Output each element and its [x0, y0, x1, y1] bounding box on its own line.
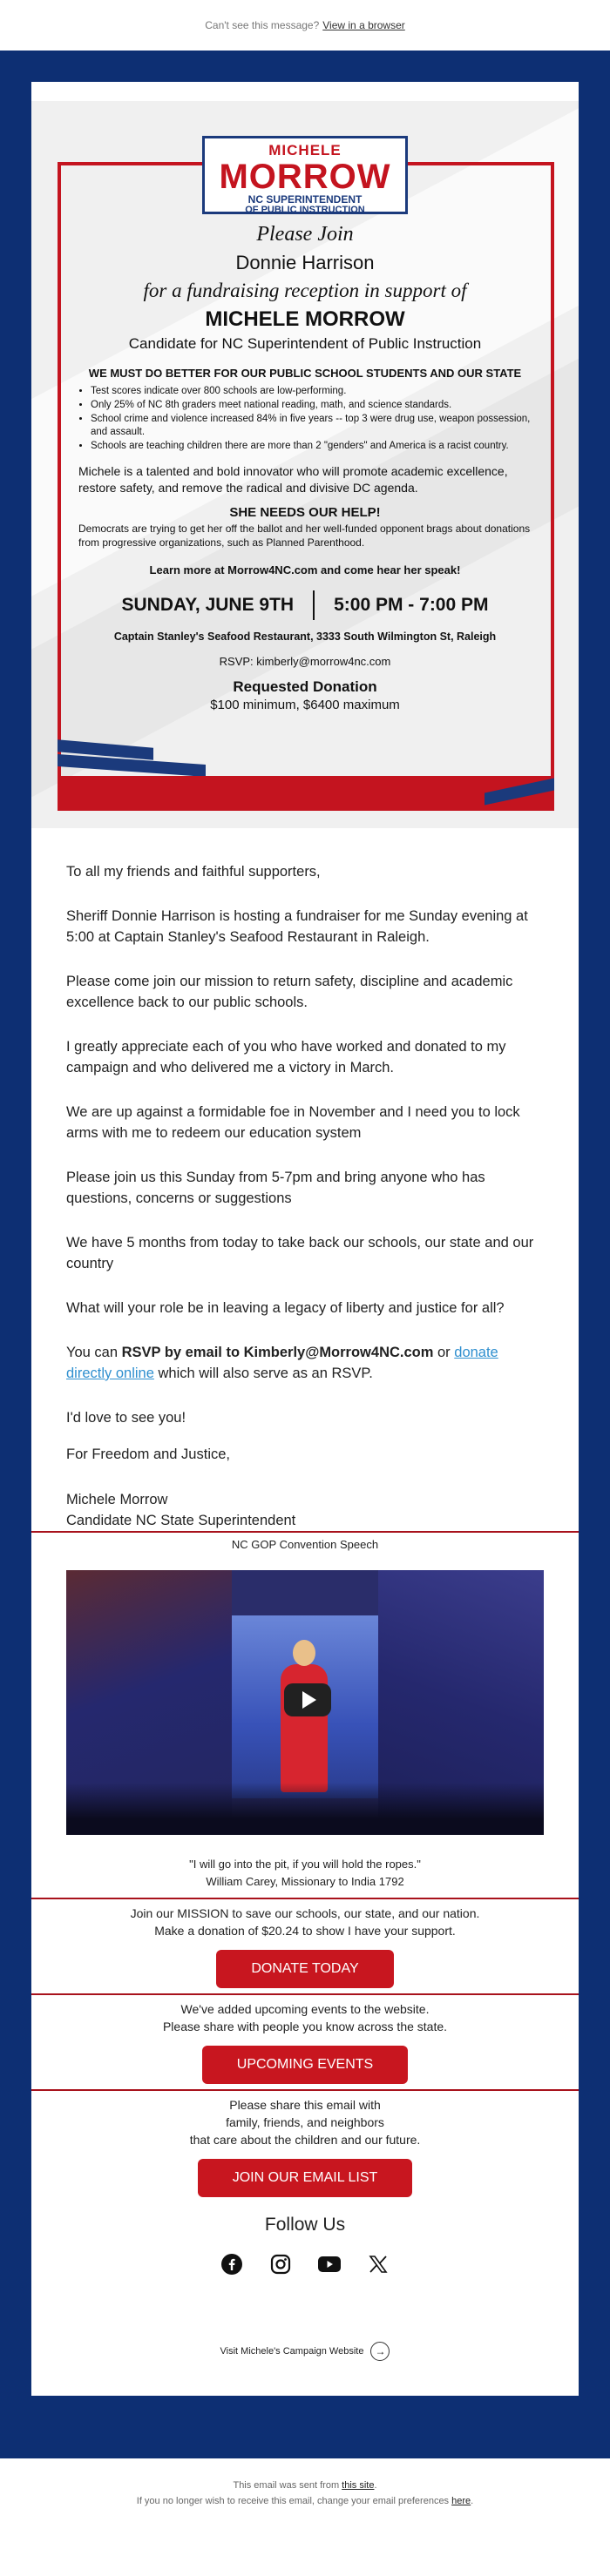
- host-name: Donnie Harrison: [235, 252, 375, 273]
- requested-donation-amount: $100 minimum, $6400 maximum: [210, 698, 400, 712]
- rsvp-paragraph: You can RSVP by email to Kimberly@Morrow4NC.com or donate directly online which will also serve as an RSVP.: [66, 1345, 498, 1381]
- email-frame: [0, 51, 610, 2458]
- footer-sent: This email was sent from this site.: [233, 2480, 377, 2491]
- divider: [313, 590, 315, 620]
- candidate-title: Candidate for NC Superintendent of Public Instruction: [128, 335, 482, 352]
- must-do-heading: WE MUST DO BETTER FOR OUR PUBLIC SCHOOL STUDENTS AND OUR STATE: [88, 367, 522, 380]
- requested-donation-title: Requested Donation: [233, 678, 377, 695]
- letter-paragraph: I greatly appreciate each of you who have worked and donated to my campaign and who delivered me a victory in March.: [66, 1039, 506, 1076]
- list-item: • School crime and violence increased 84% in five years -- top 3 were drug use, weapon possession, and assault.: [91, 413, 533, 439]
- letter-paragraph: What will your role be in leaving a legacy of liberty and justice for all?: [66, 1300, 505, 1316]
- event-date: SUNDAY, JUNE 9TH: [121, 595, 295, 615]
- closing: For Freedom and Justice,: [66, 1446, 230, 1462]
- video-caption: NC GOP Convention Speech: [231, 1538, 379, 1551]
- flyer-content: [59, 223, 551, 712]
- share-section: Please share this email with family, friends, and neighbors that care about the children and our future.: [189, 2098, 421, 2147]
- event-flyer: [31, 101, 579, 828]
- quote-text: "I will go into the pit, if you will hold the ropes.": [189, 1858, 421, 1871]
- needs-help-heading: SHE NEEDS OUR HELP!: [229, 505, 381, 520]
- visit-website-link[interactable]: Visit Michele's Campaign Website →: [31, 2342, 579, 2361]
- letter-paragraph: Please come join our mission to return safety, discipline and academic excellence back to our public schools.: [66, 974, 513, 1010]
- signature-title: Candidate NC State Superintendent: [66, 1513, 296, 1528]
- letter-paragraph: Sheriff Donnie Harrison is hosting a fundraiser for me Sunday evening at 5:00 at Captain Stanley's Seafood Restaurant in Raleigh.: [66, 908, 528, 945]
- this-site-link[interactable]: this site: [342, 2480, 375, 2491]
- candidate-description: Michele is a talented and bold innovator who will promote academic excellence, restore safety, and remove the radical and divisive DC agenda.: [78, 464, 508, 495]
- email-card: [31, 82, 579, 2396]
- letter-paragraph: Please join us this Sunday from 5-7pm and bring anyone who has questions, concerns or suggestions: [66, 1170, 485, 1206]
- event-venue: Captain Stanley's Seafood Restaurant, 3333 South Wilmington St, Raleigh: [113, 631, 497, 643]
- view-in-browser-link[interactable]: View in a browser: [322, 19, 405, 31]
- list-item: • Only 25% of NC 8th graders meet national reading, math, and science standards.: [91, 399, 533, 412]
- learn-more-text: Learn more at Morrow4NC.com and come hear her speak!: [149, 563, 461, 577]
- letter-paragraph: We are up against a formidable foe in November and I need you to lock arms with me to redeem our education system: [66, 1104, 520, 1141]
- signature: [66, 1489, 544, 1531]
- list-item: • Test scores indicate over 800 schools are low-performing.: [91, 385, 533, 398]
- event-datetime: [59, 590, 551, 620]
- social-links: [31, 2253, 579, 2276]
- donate-section: Join our MISSION to save our schools, our state, and our nation. Make a donation of $20.24 to show I have your support.: [130, 1906, 480, 1938]
- events-section: We've added upcoming events to the website. Please share with people you know across the state.: [162, 2002, 448, 2033]
- join-email-list-button[interactable]: JOIN OUR EMAIL LIST: [198, 2159, 412, 2197]
- instagram-icon[interactable]: [269, 2253, 292, 2276]
- letter-paragraph: We have 5 months from today to take back our schools, our state and our country: [66, 1235, 534, 1271]
- please-join: Please Join: [256, 223, 354, 246]
- footer-unsubscribe: If you no longer wish to receive this email, change your email preferences here.: [136, 2496, 474, 2506]
- upcoming-events-button[interactable]: UPCOMING EVENTS: [202, 2046, 408, 2084]
- reception-text: for a fundraising reception in support of: [143, 280, 467, 301]
- play-icon[interactable]: [284, 1683, 331, 1716]
- campaign-logo: MICHELE MORROW NC SUPERINTENDENT OF PUBLIC INSTRUCTION: [202, 136, 408, 214]
- preheader-text: Can't see this message?: [205, 19, 320, 31]
- footer: [0, 2458, 610, 2526]
- preheader: [0, 0, 610, 51]
- flyer-red-bar: [58, 776, 554, 811]
- greeting: To all my friends and faithful supporters,: [66, 864, 321, 880]
- letter-body: [31, 828, 579, 1531]
- candidate-name: MICHELE MORROW: [205, 307, 405, 331]
- quote-attribution: William Carey, Missionary to India 1792: [206, 1875, 404, 1888]
- facebook-icon[interactable]: [220, 2253, 243, 2276]
- event-time: 5:00 PM - 7:00 PM: [334, 595, 489, 615]
- list-item: • Schools are teaching children there are more than 2 "genders" and America is a racist country.: [91, 440, 533, 453]
- quote: [31, 1835, 579, 1898]
- arrow-right-icon: →: [370, 2342, 390, 2361]
- issues-list: [91, 385, 533, 453]
- follow-us-title: Follow Us: [264, 2215, 346, 2235]
- youtube-icon[interactable]: [318, 2253, 341, 2276]
- rsvp-email: RSVP by email to Kimberly@Morrow4NC.com: [121, 1345, 434, 1360]
- see-you: I'd love to see you!: [66, 1410, 186, 1426]
- x-twitter-icon[interactable]: [367, 2253, 390, 2276]
- email-preferences-link[interactable]: here: [451, 2496, 471, 2506]
- democrats-text: Democrats are trying to get her off the ballot and her well-funded opponent brags about donations from progressive organizations, such as Planned Parenthood.: [78, 523, 531, 549]
- signature-name: Michele Morrow: [66, 1492, 168, 1507]
- flyer-rsvp: RSVP: kimberly@morrow4nc.com: [219, 655, 391, 668]
- video-thumbnail[interactable]: [66, 1570, 544, 1835]
- donate-online-link[interactable]: donate directly online: [66, 1345, 498, 1381]
- donate-button[interactable]: DONATE TODAY: [216, 1950, 394, 1988]
